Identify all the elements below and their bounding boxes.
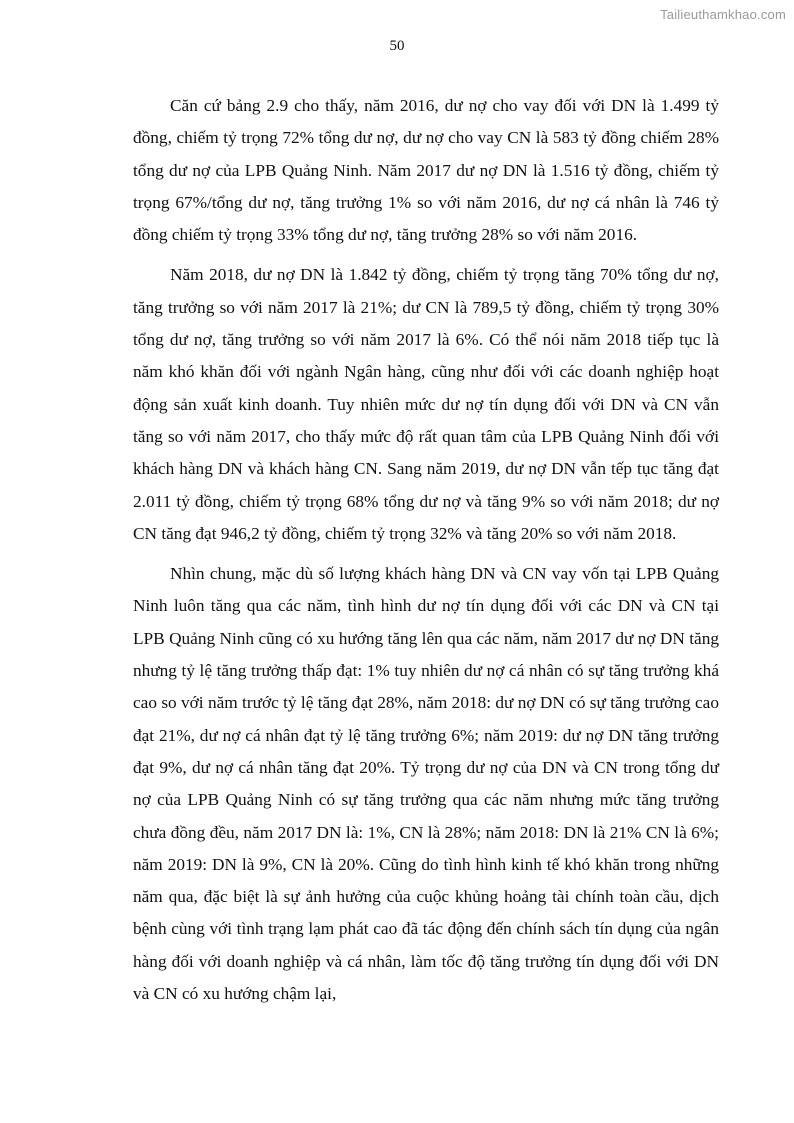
watermark: Tailieuthamkhao.com — [660, 7, 786, 22]
page-number: 50 — [389, 38, 405, 54]
document-body — [133, 90, 719, 1018]
paragraph-3: Nhìn chung, mặc dù số lượng khách hàng DN và CN vay vốn tại LPB Quảng Ninh luôn tăng qua các năm, tình hình dư nợ tín dụng đối với các DN và CN tại LPB Quảng Ninh cũng có xu hướng tăng lên qua các năm, năm 2017 dư nợ DN tăng nhưng tỷ lệ tăng trưởng thấp đạt: 1% tuy nhiên dư nợ cá nhân có sự tăng trưởng khá cao so với năm trước tỷ lệ tăng đạt 28%, năm 2018: dư nợ DN có sự tăng trưởng cao đạt 21%, dư nợ cá nhân đạt tỷ lệ tăng trưởng 6%; năm 2019: dư nợ DN tăng trưởng đạt 9%, dư nợ cá nhân tăng đạt 20%. Tỷ trọng dư nợ của DN và CN trong tổng dư nợ của LPB Quảng Ninh có sự tăng trưởng qua các năm nhưng mức tăng trưởng chưa đồng đều, năm 2017 DN là: 1%, CN là 28%; năm 2018: DN là 21% CN là 6%; năm 2019: DN là 9%, CN là 20%. Cũng do tình hình kinh tế khó khăn trong những năm qua, đặc biệt là sự ảnh hưởng của cuộc khủng hoảng tài chính toàn cầu, dịch bệnh cùng với tình trạng lạm phát cao đã tác động đến chính sách tín dụng của ngân hàng đối với doanh nghiệp và cá nhân, làm tốc độ tăng trưởng tín dụng đối với DN và CN có xu hướng chậm lại, — [133, 564, 719, 1004]
paragraph-2: Năm 2018, dư nợ DN là 1.842 tỷ đồng, chiếm tỷ trọng tăng 70% tổng dư nợ, tăng trưởng so với năm 2017 là 21%; dư CN là 789,5 tỷ đồng, chiếm tỷ trọng 30% tổng dư nợ, tăng trưởng so với năm 2017 là 6%. Có thể nói năm 2018 tiếp tục là năm khó khăn đối với ngành Ngân hàng, cũng như đối với các doanh nghiệp hoạt động sản xuất kinh doanh. Tuy nhiên mức dư nợ tín dụng đối với DN và CN vẫn tăng so với năm 2017, cho thấy mức độ rất quan tâm của LPB Quảng Ninh đối với khách hàng DN và khách hàng CN. Sang năm 2019, dư nợ DN vẫn tếp tục tăng đạt 2.011 tỷ đồng, chiếm tỷ trọng 68% tổng dư nợ và tăng 9% so với năm 2018; dư nợ CN tăng đạt 946,2 tỷ đồng, chiếm tỷ trọng 32% và tăng 20% so với năm 2018. — [133, 265, 719, 543]
paragraph-1: Căn cứ bảng 2.9 cho thấy, năm 2016, dư nợ cho vay đối với DN là 1.499 tỷ đồng, chiếm tỷ trọng 72% tổng dư nợ, dư nợ cho vay CN là 583 tỷ đồng chiếm 28% tổng dư nợ của LPB Quảng Ninh. Năm 2017 dư nợ DN là 1.516 tỷ đồng, chiếm tỷ trọng 67%/tổng dư nợ, tăng trưởng 1% so với năm 2016, dư nợ cá nhân là 746 tỷ đồng chiếm tỷ trọng 33% tổng dư nợ, tăng trưởng 28% so với năm 2016. — [133, 96, 719, 245]
